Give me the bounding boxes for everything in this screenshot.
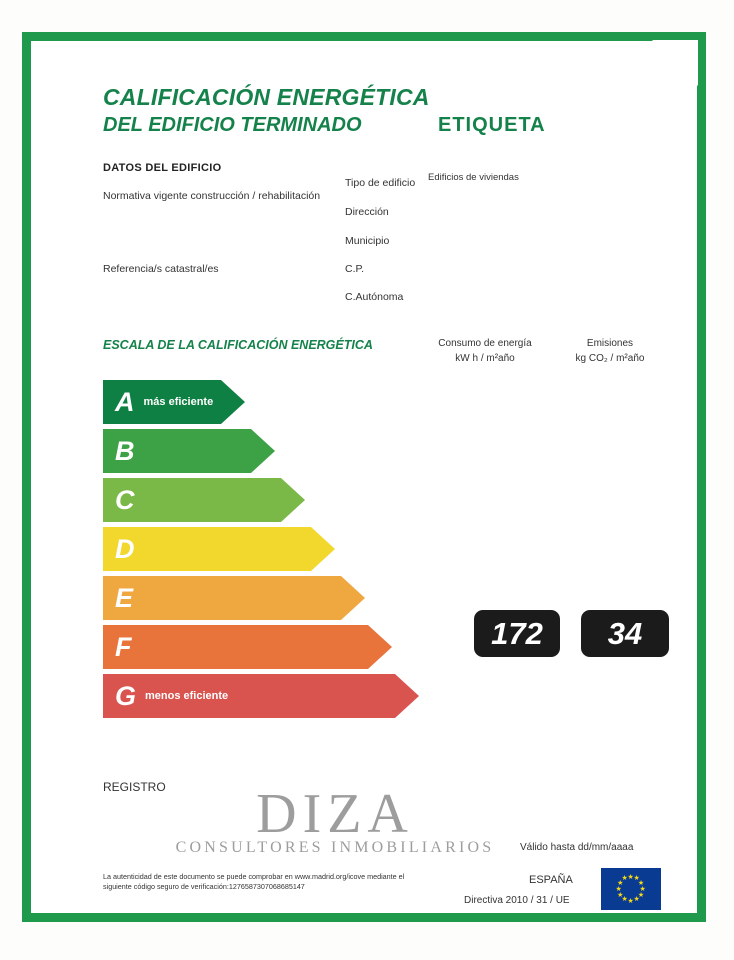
eu-star-icon: ★ bbox=[637, 891, 645, 899]
eu-star-icon: ★ bbox=[617, 879, 624, 887]
eu-star-icon: ★ bbox=[637, 879, 645, 887]
eu-star-icon: ★ bbox=[627, 897, 634, 905]
field-tipo-edificio-label: Tipo de edificio bbox=[345, 177, 416, 189]
energy-bar-arrow bbox=[311, 527, 335, 571]
energy-bar-arrow bbox=[395, 674, 419, 718]
field-referencia-catastral-label: Referencia/s catastral/es bbox=[103, 263, 219, 275]
field-tipo-edificio-value: Edificios de viviendas bbox=[428, 172, 519, 183]
energy-bar-letter: B bbox=[115, 435, 135, 466]
building-data-section-label: DATOS DEL EDIFICIO bbox=[103, 162, 222, 174]
energy-bar-arrow bbox=[368, 625, 392, 669]
energy-bar-c bbox=[103, 478, 403, 524]
field-direccion-label: Dirección bbox=[345, 206, 389, 218]
energy-bar-letter: C bbox=[115, 484, 135, 515]
certificate-content bbox=[40, 50, 706, 922]
energy-bar-d bbox=[103, 527, 403, 573]
consumo-header-line1: Consumo de energía bbox=[438, 338, 532, 349]
green-border-frame bbox=[22, 32, 706, 922]
emisiones-value-badge: 34 bbox=[581, 610, 669, 657]
field-comunidad-autonoma-label: C.Autónoma bbox=[345, 291, 404, 303]
eu-star-icon: ★ bbox=[621, 895, 628, 903]
eu-star-icon: ★ bbox=[621, 875, 628, 883]
energy-bar-f bbox=[103, 625, 403, 671]
energy-bar-body-c bbox=[103, 478, 281, 522]
energy-bar-arrow bbox=[281, 478, 305, 522]
eu-star-icon: ★ bbox=[633, 875, 640, 883]
authenticity-text: La autenticidad de este documento se puede comprobar en www.madrid.org/icove mediante el siguiente código seguro de verificación:1276587307068685147 bbox=[103, 872, 405, 891]
registro-label: REGISTRO bbox=[103, 780, 166, 794]
column-header-consumo bbox=[425, 336, 545, 366]
eu-star-icon: ★ bbox=[633, 895, 640, 903]
energy-bar-letter: D bbox=[115, 533, 135, 564]
energy-bar-body-g bbox=[103, 674, 395, 718]
country-label: ESPAÑA bbox=[529, 874, 573, 886]
energy-bar-body-e bbox=[103, 576, 341, 620]
field-municipio-label: Municipio bbox=[345, 235, 390, 247]
emisiones-header-line1: Emisiones bbox=[586, 338, 634, 349]
consumo-header-line2: kW h / m²año bbox=[455, 353, 515, 364]
consumo-value-badge: 172 bbox=[474, 610, 560, 657]
energy-bar-body-a bbox=[103, 380, 221, 424]
page-subtitle: DEL EDIFICIO TERMINADO bbox=[103, 114, 362, 136]
energy-bar-a bbox=[103, 380, 403, 426]
column-header-emisiones bbox=[555, 336, 665, 366]
energy-bar-note: menos eficiente bbox=[145, 690, 229, 702]
validity-text: Válido hasta dd/mm/aaaa bbox=[520, 842, 634, 853]
energy-scale-title: ESCALA DE LA CALIFICACIÓN ENERGÉTICA bbox=[103, 338, 373, 352]
field-normativa-label: Normativa vigente construcción / rehabilitación bbox=[103, 190, 321, 202]
watermark-tagline: CONSULTORES INMOBILIARIOS bbox=[175, 839, 495, 856]
watermark-brand: DIZA bbox=[256, 783, 414, 845]
eu-flag-icon bbox=[601, 868, 661, 910]
label-tag-title: ETIQUETA bbox=[438, 114, 546, 136]
company-watermark bbox=[170, 785, 500, 857]
energy-bar-body-f bbox=[103, 625, 368, 669]
emisiones-header-line2: kg CO₂ / m²año bbox=[575, 353, 645, 364]
directive-label: Directiva 2010 / 31 / UE bbox=[464, 895, 570, 906]
eu-star-icon: ★ bbox=[615, 885, 622, 893]
energy-bar-body-d bbox=[103, 527, 311, 571]
energy-bar-letter: A bbox=[115, 386, 135, 417]
eu-star-icon: ★ bbox=[627, 873, 634, 881]
energy-bar-arrow bbox=[341, 576, 365, 620]
energy-bar-letter: E bbox=[115, 582, 134, 613]
energy-bar-letter: G bbox=[115, 680, 137, 711]
energy-bar-e bbox=[103, 576, 403, 622]
energy-rating-bars bbox=[103, 380, 403, 723]
energy-bar-arrow bbox=[221, 380, 245, 424]
energy-bar-body-b bbox=[103, 429, 251, 473]
energy-bar-note: más eficiente bbox=[143, 396, 214, 408]
energy-bar-arrow bbox=[251, 429, 275, 473]
energy-bar-b bbox=[103, 429, 403, 475]
page-title: CALIFICACIÓN ENERGÉTICA bbox=[103, 84, 430, 110]
field-cp-label: C.P. bbox=[345, 263, 365, 275]
eu-star-icon: ★ bbox=[639, 885, 646, 893]
energy-bar-g bbox=[103, 674, 403, 720]
eu-star-icon: ★ bbox=[617, 891, 624, 899]
energy-bar-letter: F bbox=[115, 631, 132, 662]
